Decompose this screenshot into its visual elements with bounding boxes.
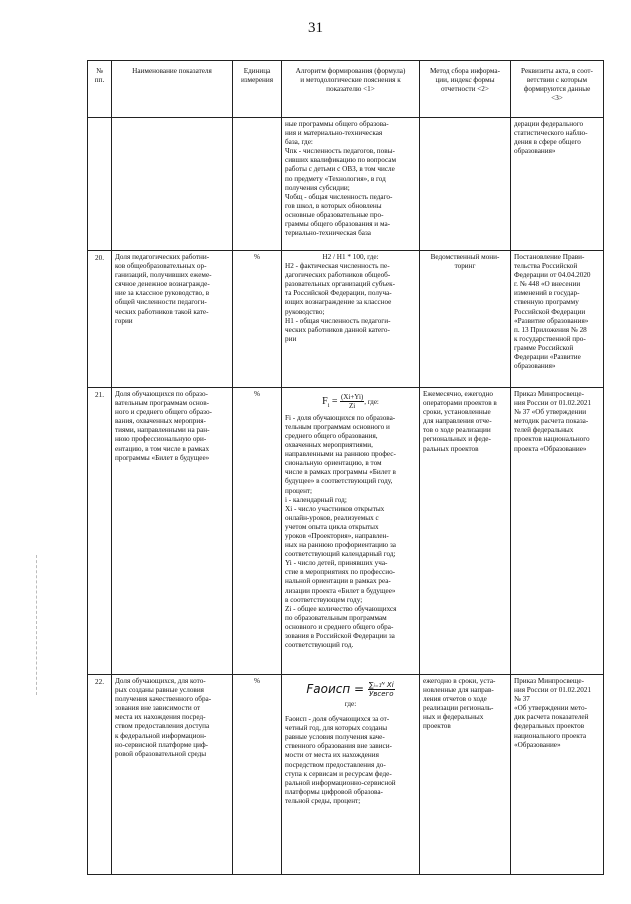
row20-requisites: Постановление Прави- тельства Российской Федерации от 04.04.2020 г. № 448 «О внесении изменений в государ- ственную программу Российской Федерации «Развитие образования» п. 13 Приложения № 28 к государственной про- грамме Российской Федерации «Развитие образования» [511, 251, 604, 388]
row22-algorithm: Fаоисп - доля обучающихся за от- четный год, для которых созданы равные условия получения каче- ственного образования вне зависи- мости от места их нахождения посредством предоставления до- ступа к сервисам и ресурсам феде- ральной информационно-сервисной платформы цифровой образова- тельной среды, процент; [285, 715, 396, 805]
header-unit: Единица измерения [233, 61, 282, 118]
header-name: Наименование показателя [112, 61, 233, 118]
formula-fraction [368, 681, 395, 698]
row22-num: 22. [88, 675, 112, 875]
formula-sub: i [327, 402, 330, 409]
row20-algorithm-cell [282, 251, 420, 388]
formula-tail: где: [344, 700, 357, 708]
formula-lhs: Fаоисп = [306, 682, 365, 696]
row22-unit: % [233, 675, 282, 875]
row22-method: ежегодно в сроки, уста- новленные для направ- ления отчетов о ходе реализации региональ- ных и федеральных проектов [420, 675, 511, 875]
formula-denominator: Увсего [369, 690, 394, 698]
row21-num: 21. [88, 388, 112, 675]
row21-algorithm-cell [282, 388, 420, 675]
header-requisites: Реквизиты акта, в соот- ветствии с которым формируются данные <3> [511, 61, 604, 118]
row21-name: Доля обучающихся по образо- вательным программам основ- ного и среднего общего образо- вания, охваченных мероприя- тиями, направленными на ран- нюю профессиональную ори- ентацию, в том числе в рамках программы «Билет в будущее» [112, 388, 233, 675]
formula-lhs: F [322, 395, 328, 407]
row20-method: Ведомственный мони- торинг [420, 251, 511, 388]
row21-algorithm: Fi - доля обучающихся по образова- тельным программам основного и среднего общего образования, охваченных мероприятиями, направленными на раннюю профес- сиональную ориентацию, в том числе в рамках программы «Билет в будущее» в соответствующий году, процент; i - календарный год; Xi - число участников открытых онлайн-уроков, реализуемых с учетом опыта цикла открытых уроков «Проектория», направлен- ных на раннюю профориентацию за соответствующий календарный год; Yi - число детей, принявших уча- стие в мероприятиях по профессио- нальной ориентации в рамках реа- лизации проекта «Билет в будущее» в соответствующем году; Zi - общее количество обучающихся по образовательным программам основного и среднего общего обра- зования в Российской Федерации за соответствующий год. [285, 413, 397, 650]
row21-method: Ежемесячно, ежегодно операторами проектов в сроки, установленные для направления отче- тов о ходе реализации региональных и феде- ральных проектов [420, 388, 511, 675]
cont-unit [233, 118, 282, 251]
row22-formula [285, 681, 416, 698]
header-num: № пп. [88, 61, 112, 118]
row20-algorithm: Н2 - фактическая численность пе- дагогических работников общеоб- разовательных организаций субъек- та Российской Федерации, получа- ющих вознаграждение за классное руководство; Н1 - общая численность педагоги- ческих работников данной катего- рии [285, 262, 395, 343]
row22-algorithm-cell [282, 675, 420, 875]
row22-name: Доля обучающихся, для кото- рых созданы равные условия получения качественного обра- зования вне зависимости от места их нахождения посред- ством предоставления доступа к федеральной информацион- но-сервисной платформе циф- ровой образовательной среды [112, 675, 233, 875]
row21-formula: $F_i$ = $\frac{(Xi+Yi)}{Zi}$ , где: [322, 393, 379, 410]
table-row-20 [88, 251, 604, 388]
formula-numerator: ∑ᵢ₌₁ᴺ Xi [368, 681, 394, 689]
cont-num [88, 118, 112, 251]
cont-algorithm: ные программы общего образова- ния и материально-техническая база, где: Чпк - численность педагогов, повы- сивших квалификацию по вопросам работы с детьми с ОВЗ, в том числе по предмету «Технология», в год получения субсидии; Чобщ - общая численность педаго- гов школ, в которых обновлены основные образовательные про- граммы общего образования и ма- териально-техническая база [282, 118, 420, 251]
header-algorithm: Алгоритм формирования (формула) и методологические пояснения к показателю <1> [282, 61, 420, 118]
row20-formula: Н2 / Н1 * 100, где: [322, 253, 379, 261]
header-method: Метод сбора информа- ции, индекс формы отчетности <2> [420, 61, 511, 118]
row21-requisites: Приказ Минпросвеще- ния России от 01.02.2021 № 37 «Об утверждении методик расчета показа- телей федеральных проектов национального проекта «Образование» [511, 388, 604, 675]
page-number: 31 [308, 20, 323, 36]
row20-name: Доля педагогических работни- ков общеобразовательных ор- ганизаций, получивших ежеме- сячное денежное вознагражде- ние за классное руководство, в общей численности педагоги- ческих работников такой кате- гории [112, 251, 233, 388]
formula-fraction [340, 393, 364, 410]
cont-requisites: дерации федерального статистического наблю- дения в сфере общего образования» [511, 118, 604, 251]
indicators-table [87, 60, 604, 875]
cont-method [420, 118, 511, 251]
row20-unit: % [233, 251, 282, 388]
formula-denominator: Zi [349, 402, 356, 410]
row21-unit: % [233, 388, 282, 675]
table-row-21 [88, 388, 604, 675]
row20-num: 20. [88, 251, 112, 388]
formula-tail: , где: [364, 397, 379, 406]
margin-rule [36, 555, 38, 695]
row22-requisites: Приказ Минпросвеще- ния России от 01.02.2021 № 37 «Об утверждении мето- дик расчета показателей федеральных проектов национального проекта «Образование» [511, 675, 604, 875]
table-row-continuation [88, 118, 604, 251]
cont-name [112, 118, 233, 251]
table-row-22 [88, 675, 604, 875]
formula-numerator: (Xi+Yi) [341, 393, 364, 401]
table-header-row [88, 61, 604, 118]
